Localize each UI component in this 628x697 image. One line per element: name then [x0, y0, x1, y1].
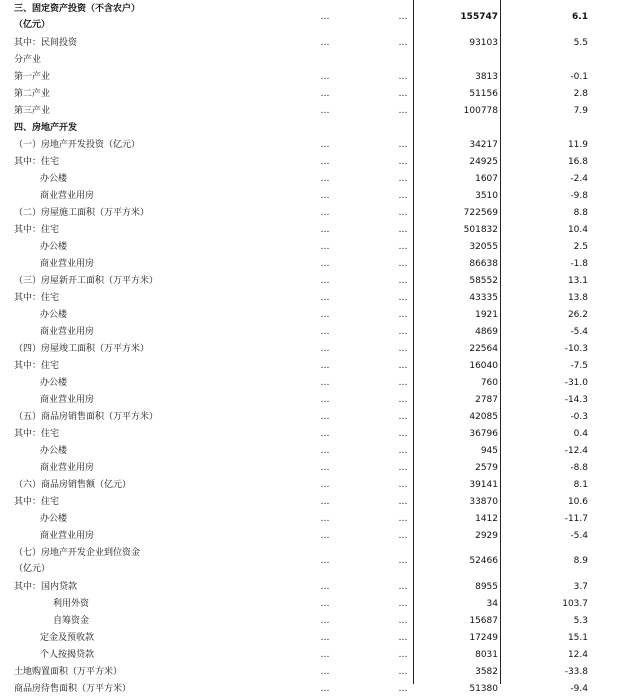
- row-label: 商业营业用房: [40, 190, 95, 201]
- growth-cell: 26.2: [567, 309, 588, 320]
- placeholder-cell: …: [398, 309, 408, 320]
- row-label: 个人按揭贷款: [40, 649, 95, 660]
- row-label: 商业营业用房: [40, 530, 95, 541]
- value-cell: 52466: [469, 556, 498, 566]
- table-row: [0, 595, 628, 612]
- placeholder-cell: …: [320, 105, 330, 116]
- placeholder-cell: …: [398, 496, 408, 507]
- placeholder-cell: …: [320, 666, 330, 677]
- growth-cell: 13.8: [567, 292, 588, 303]
- value-cell: 2787: [475, 394, 498, 405]
- table-row: [0, 544, 628, 578]
- table-row: [0, 646, 628, 663]
- placeholder-cell: …: [320, 173, 330, 184]
- value-cell: 34217: [469, 139, 498, 150]
- placeholder-cell: …: [398, 12, 408, 22]
- placeholder-cell: …: [398, 411, 408, 422]
- value-cell: 42085: [469, 411, 498, 422]
- table-row: [0, 255, 628, 272]
- value-cell: 36796: [469, 428, 498, 439]
- placeholder-cell: …: [398, 530, 408, 541]
- table-row: [0, 136, 628, 153]
- row-label: 其中：国内贷款: [14, 581, 78, 592]
- table-row: [0, 459, 628, 476]
- placeholder-cell: …: [398, 513, 408, 524]
- table-row: [0, 527, 628, 544]
- placeholder-cell: …: [320, 275, 330, 286]
- table-row: [0, 187, 628, 204]
- placeholder-cell: …: [398, 649, 408, 660]
- row-label: 其中：住宅: [14, 224, 60, 235]
- row-label: （二）房屋施工面积（万平方米）: [14, 207, 150, 218]
- placeholder-cell: …: [320, 37, 330, 48]
- row-label: 三、固定资产投资（不含农户） （亿元）: [14, 4, 141, 30]
- row-label: 定金及预收款: [40, 632, 95, 643]
- placeholder-cell: …: [398, 139, 408, 150]
- placeholder-cell: …: [320, 649, 330, 660]
- table-row: [0, 170, 628, 187]
- placeholder-cell: …: [398, 37, 408, 48]
- table-row: [0, 578, 628, 595]
- table-row: [0, 51, 628, 68]
- value-cell: 501832: [463, 224, 498, 235]
- placeholder-cell: …: [398, 632, 408, 643]
- placeholder-cell: …: [320, 445, 330, 456]
- placeholder-cell: …: [398, 292, 408, 303]
- growth-cell: 0.4: [573, 428, 588, 439]
- table-row: [0, 408, 628, 425]
- value-cell: 24925: [469, 156, 498, 167]
- value-cell: 51380: [469, 683, 498, 694]
- placeholder-cell: …: [320, 556, 330, 566]
- placeholder-cell: …: [320, 139, 330, 150]
- value-cell: 33870: [469, 496, 498, 507]
- placeholder-cell: …: [320, 241, 330, 252]
- growth-cell: -7.5: [570, 360, 588, 371]
- value-cell: 8031: [475, 649, 498, 660]
- table-row: [0, 238, 628, 255]
- growth-cell: -10.3: [564, 343, 588, 354]
- placeholder-cell: …: [320, 581, 330, 592]
- placeholder-cell: …: [320, 309, 330, 320]
- row-label: 其中：住宅: [14, 292, 60, 303]
- table-row: [0, 612, 628, 629]
- table-row: [0, 323, 628, 340]
- table-row: [0, 272, 628, 289]
- value-cell: 1607: [475, 173, 498, 184]
- placeholder-cell: …: [398, 615, 408, 626]
- table-row: [0, 680, 628, 697]
- value-cell: 86638: [469, 258, 498, 269]
- growth-cell: 7.9: [573, 105, 588, 116]
- value-cell: 22564: [469, 343, 498, 354]
- row-label: （三）房屋新开工面积（万平方米）: [14, 275, 159, 286]
- value-cell: 43335: [469, 292, 498, 303]
- row-label: 商品房待售面积（万平方米）: [14, 683, 132, 694]
- placeholder-cell: …: [398, 258, 408, 269]
- table-row: [0, 34, 628, 51]
- placeholder-cell: …: [320, 632, 330, 643]
- growth-cell: [530, 119, 588, 136]
- placeholder-cell: …: [398, 683, 408, 694]
- table-row: [0, 153, 628, 170]
- placeholder-cell: …: [398, 326, 408, 337]
- table-row: [0, 221, 628, 238]
- placeholder-cell: …: [320, 88, 330, 99]
- placeholder-cell: …: [320, 12, 330, 22]
- growth-cell: -0.3: [570, 411, 588, 422]
- growth-cell: 5.5: [573, 37, 588, 48]
- placeholder-cell: …: [320, 598, 330, 609]
- growth-cell: -33.8: [564, 666, 588, 677]
- placeholder-cell: …: [320, 156, 330, 167]
- placeholder-cell: …: [320, 207, 330, 218]
- table-row: [0, 102, 628, 119]
- placeholder-cell: …: [320, 513, 330, 524]
- row-label: 办公楼: [40, 445, 68, 456]
- placeholder-cell: …: [320, 343, 330, 354]
- growth-cell: -14.3: [564, 394, 588, 405]
- placeholder-cell: …: [320, 292, 330, 303]
- growth-cell: -5.4: [570, 530, 588, 541]
- placeholder-cell: …: [398, 173, 408, 184]
- value-cell: 3813: [475, 71, 498, 82]
- value-cell: 8955: [475, 581, 498, 592]
- table-row: [0, 204, 628, 221]
- table-row: [0, 85, 628, 102]
- row-label: 办公楼: [40, 241, 68, 252]
- growth-cell: -9.4: [570, 683, 588, 694]
- growth-cell: -12.4: [564, 445, 588, 456]
- placeholder-cell: …: [398, 377, 408, 388]
- table-row: [0, 493, 628, 510]
- growth-cell: -11.7: [564, 513, 588, 524]
- placeholder-cell: …: [398, 343, 408, 354]
- growth-cell: 10.6: [567, 496, 588, 507]
- growth-cell: 11.9: [567, 139, 588, 150]
- value-cell: 3582: [475, 666, 498, 677]
- value-cell: [414, 119, 498, 136]
- value-cell: 58552: [469, 275, 498, 286]
- growth-cell: 2.5: [573, 241, 588, 252]
- placeholder-cell: …: [320, 394, 330, 405]
- growth-cell: 8.8: [573, 207, 588, 218]
- value-cell: 17249: [469, 632, 498, 643]
- value-cell: 945: [480, 445, 498, 456]
- placeholder-cell: …: [398, 241, 408, 252]
- value-cell: 100778: [463, 105, 498, 116]
- placeholder-cell: …: [398, 71, 408, 82]
- placeholder-cell: …: [398, 581, 408, 592]
- value-cell: 39141: [469, 479, 498, 490]
- placeholder-cell: …: [320, 496, 330, 507]
- placeholder-cell: …: [320, 377, 330, 388]
- table-row: [0, 425, 628, 442]
- row-label: 办公楼: [40, 309, 68, 320]
- growth-cell: -8.8: [570, 462, 588, 473]
- row-label: 其中：住宅: [14, 428, 60, 439]
- row-label: 商业营业用房: [40, 326, 95, 337]
- value-cell: 1412: [475, 513, 498, 524]
- row-label: 其中：民间投资: [14, 37, 78, 48]
- row-label: 土地购置面积（万平方米）: [14, 666, 123, 677]
- row-label: 自筹资金: [53, 615, 90, 626]
- value-cell: 32055: [469, 241, 498, 252]
- row-label: 四、房地产开发: [14, 122, 78, 133]
- placeholder-cell: …: [398, 360, 408, 371]
- placeholder-cell: …: [320, 615, 330, 626]
- row-label: （一）房地产开发投资（亿元）: [14, 139, 141, 150]
- row-label: 办公楼: [40, 173, 68, 184]
- growth-cell: 8.9: [573, 556, 588, 566]
- placeholder-cell: …: [320, 190, 330, 201]
- placeholder-cell: …: [398, 445, 408, 456]
- placeholder-cell: …: [398, 556, 408, 566]
- placeholder-cell: …: [398, 224, 408, 235]
- placeholder-cell: …: [398, 666, 408, 677]
- growth-cell: 8.1: [573, 479, 588, 490]
- growth-cell: -9.8: [570, 190, 588, 201]
- value-cell: 2579: [475, 462, 498, 473]
- placeholder-cell: …: [320, 479, 330, 490]
- value-cell: 3510: [475, 190, 498, 201]
- placeholder-cell: [310, 51, 340, 68]
- row-label: 利用外资: [53, 598, 90, 609]
- placeholder-cell: …: [320, 462, 330, 473]
- row-label: 其中：住宅: [14, 156, 60, 167]
- table-row: [0, 629, 628, 646]
- row-label: 商业营业用房: [40, 394, 95, 405]
- placeholder-cell: …: [398, 428, 408, 439]
- growth-cell: -0.1: [570, 71, 588, 82]
- placeholder-cell: …: [320, 683, 330, 694]
- growth-cell: -31.0: [564, 377, 588, 388]
- row-label: 分产业: [14, 54, 42, 65]
- growth-cell: -2.4: [570, 173, 588, 184]
- placeholder-cell: …: [320, 326, 330, 337]
- table-row: [0, 289, 628, 306]
- row-label: 其中：住宅: [14, 496, 60, 507]
- row-label: 办公楼: [40, 377, 68, 388]
- value-cell: [414, 51, 498, 68]
- placeholder-cell: …: [398, 394, 408, 405]
- row-label: 商业营业用房: [40, 258, 95, 269]
- value-cell: 16040: [469, 360, 498, 371]
- growth-cell: 12.4: [567, 649, 588, 660]
- table-row: [0, 374, 628, 391]
- value-cell: 15687: [469, 615, 498, 626]
- value-cell: 155747: [460, 12, 498, 22]
- placeholder-cell: …: [320, 530, 330, 541]
- placeholder-cell: …: [320, 411, 330, 422]
- value-cell: 722569: [463, 207, 498, 218]
- value-cell: 4869: [475, 326, 498, 337]
- row-label: 办公楼: [40, 513, 68, 524]
- value-cell: 93103: [469, 37, 498, 48]
- growth-cell: -1.8: [570, 258, 588, 269]
- value-cell: 760: [480, 377, 498, 388]
- table-row: [0, 357, 628, 374]
- table-row: [0, 340, 628, 357]
- table-row: [0, 0, 628, 34]
- growth-cell: 6.1: [572, 12, 588, 22]
- placeholder-cell: …: [320, 360, 330, 371]
- placeholder-cell: …: [398, 462, 408, 473]
- row-label: （六）商品房销售额（亿元）: [14, 479, 132, 490]
- placeholder-cell: [310, 119, 340, 136]
- value-cell: 51156: [469, 88, 498, 99]
- value-cell: 1921: [475, 309, 498, 320]
- growth-cell: 2.8: [573, 88, 588, 99]
- row-label: 第一产业: [14, 71, 51, 82]
- value-cell: 34: [486, 598, 498, 609]
- row-label: （四）房屋竣工面积（万平方米）: [14, 343, 150, 354]
- placeholder-cell: …: [320, 71, 330, 82]
- placeholder-cell: …: [398, 479, 408, 490]
- growth-cell: 15.1: [567, 632, 588, 643]
- table-row: [0, 442, 628, 459]
- placeholder-cell: …: [398, 190, 408, 201]
- row-label: 第三产业: [14, 105, 51, 116]
- placeholder-cell: …: [398, 105, 408, 116]
- growth-cell: [530, 51, 588, 68]
- growth-cell: -5.4: [570, 326, 588, 337]
- table-row: [0, 476, 628, 493]
- placeholder-cell: …: [320, 224, 330, 235]
- growth-cell: 10.4: [567, 224, 588, 235]
- row-label: 第二产业: [14, 88, 51, 99]
- growth-cell: 13.1: [567, 275, 588, 286]
- table-row: [0, 663, 628, 680]
- placeholder-cell: …: [398, 598, 408, 609]
- placeholder-cell: …: [398, 156, 408, 167]
- row-label: （七）房地产开发企业到位资金 （亿元）: [14, 548, 141, 574]
- growth-cell: 16.8: [567, 156, 588, 167]
- table-row: [0, 391, 628, 408]
- placeholder-cell: …: [398, 275, 408, 286]
- growth-cell: 3.7: [573, 581, 588, 592]
- placeholder-cell: …: [398, 207, 408, 218]
- row-label: 其中：住宅: [14, 360, 60, 371]
- row-label: 商业营业用房: [40, 462, 95, 473]
- placeholder-cell: …: [320, 428, 330, 439]
- table-row: [0, 119, 628, 136]
- growth-cell: 5.3: [573, 615, 588, 626]
- value-cell: 2929: [475, 530, 498, 541]
- growth-cell: 103.7: [562, 598, 588, 609]
- placeholder-cell: …: [320, 258, 330, 269]
- row-label: （五）商品房销售面积（万平方米）: [14, 411, 159, 422]
- table-row: [0, 510, 628, 527]
- placeholder-cell: …: [398, 88, 408, 99]
- table-row: [0, 68, 628, 85]
- table-row: [0, 306, 628, 323]
